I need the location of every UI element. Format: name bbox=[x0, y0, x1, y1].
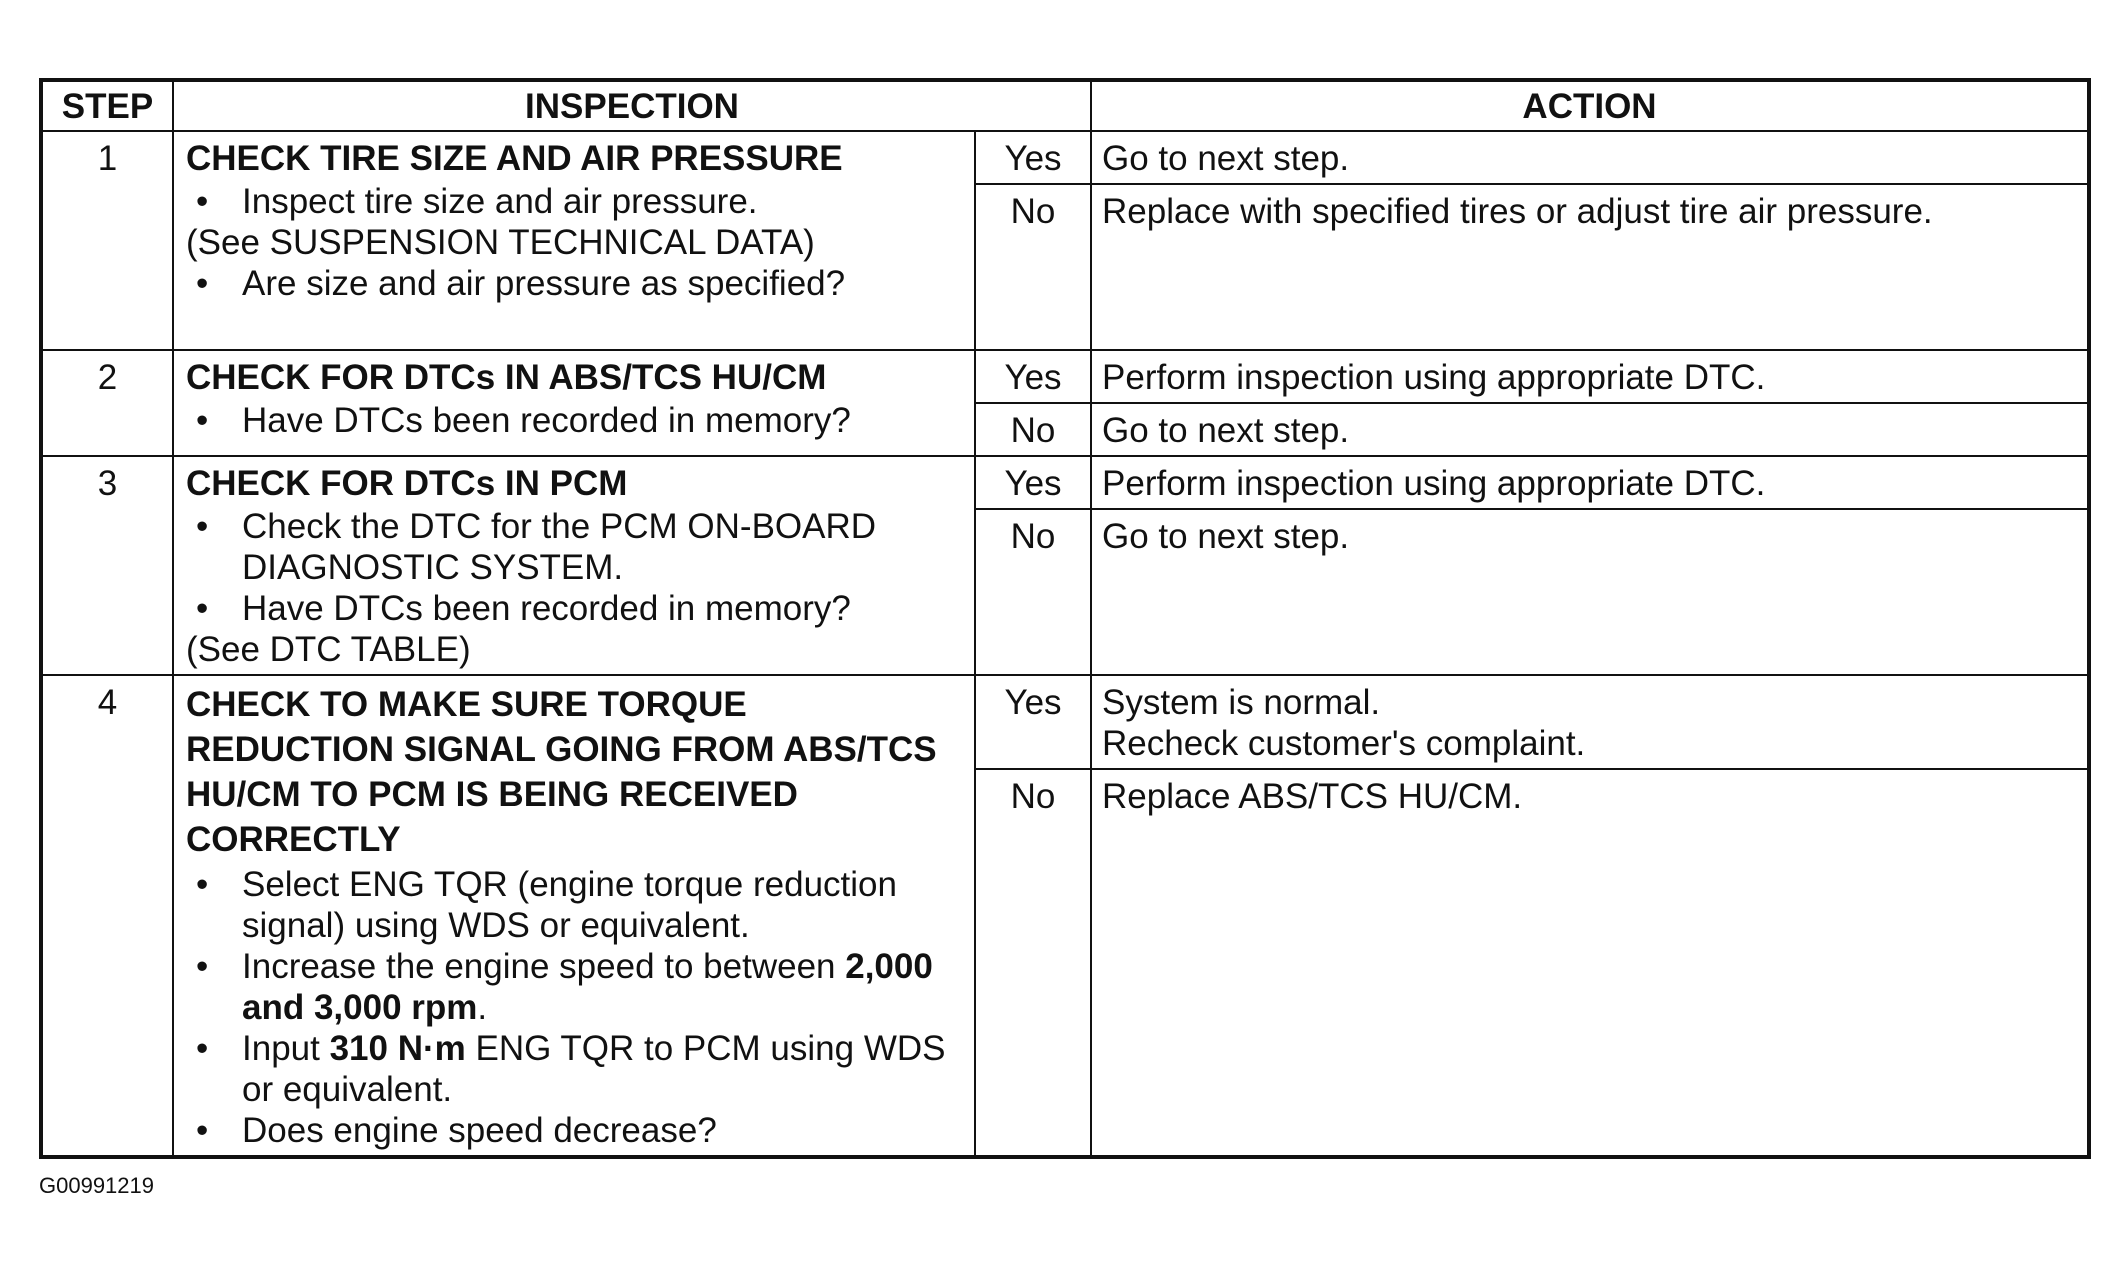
step-1-no-label: No bbox=[975, 184, 1091, 350]
diagnostic-table-sheet bbox=[39, 78, 2091, 1150]
step-4-bullet-2-end: . bbox=[477, 988, 488, 1027]
step-4-yes-label: Yes bbox=[975, 675, 1091, 769]
header-inspection: INSPECTION bbox=[173, 80, 1091, 131]
step-1-inspection bbox=[173, 131, 975, 350]
step-3-yes-row bbox=[41, 456, 2089, 509]
step-3-title: CHECK FOR DTCs IN PCM bbox=[186, 464, 628, 503]
step-4-yes-action bbox=[1091, 675, 2089, 769]
step-1-bullet-1: • Inspect tire size and air pressure. bbox=[186, 181, 964, 222]
step-1-bullets-2 bbox=[186, 263, 964, 304]
step-1-bullets bbox=[186, 181, 964, 222]
step-3-bullet-1: • Check the DTC for the PCM ON-BOARD DIAGNOSTIC SYSTEM. bbox=[186, 506, 964, 588]
step-4-yes-action-line-2: Recheck customer's complaint. bbox=[1102, 724, 1586, 763]
step-3-no-action: Go to next step. bbox=[1091, 509, 2089, 675]
step-1-no-action: Replace with specified tires or adjust tire air pressure. bbox=[1091, 184, 2089, 350]
step-4-number: 4 bbox=[41, 675, 173, 1157]
step-2-bullets bbox=[186, 400, 964, 441]
step-3-bullet-2: • Have DTCs been recorded in memory? bbox=[186, 588, 964, 629]
step-3-yes-action: Perform inspection using appropriate DTC. bbox=[1091, 456, 2089, 509]
step-4-bullet-3 bbox=[186, 1028, 964, 1110]
step-4-yes-row bbox=[41, 675, 2089, 769]
step-4-no-action: Replace ABS/TCS HU/CM. bbox=[1091, 769, 2089, 1157]
step-1-yes-row bbox=[41, 131, 2089, 184]
step-4-bullet-2-text: Increase the engine speed to between bbox=[242, 947, 846, 986]
step-3-bullets bbox=[186, 506, 964, 629]
step-2-inspection bbox=[173, 350, 975, 456]
step-1-yes-label: Yes bbox=[975, 131, 1091, 184]
step-2-yes-label: Yes bbox=[975, 350, 1091, 403]
header-action: ACTION bbox=[1091, 80, 2089, 131]
step-4-bullet-4: • Does engine speed decrease? bbox=[186, 1110, 964, 1151]
step-4-inspection bbox=[173, 675, 975, 1157]
step-1-bullet-2: • Are size and air pressure as specified? bbox=[186, 263, 964, 304]
step-4-bullets bbox=[186, 864, 964, 1151]
step-3-inspection bbox=[173, 456, 975, 675]
step-3-reference: (See DTC TABLE) bbox=[186, 630, 471, 669]
step-3-yes-label: Yes bbox=[975, 456, 1091, 509]
figure-id: G00991219 bbox=[39, 1173, 154, 1198]
header-row bbox=[41, 80, 2089, 131]
step-4-bullet-2-rpm: 2,000 and 3,000 rpm bbox=[242, 947, 933, 1027]
step-2-yes-action: Perform inspection using appropriate DTC. bbox=[1091, 350, 2089, 403]
step-4-bullet-1: • Select ENG TQR (engine torque reduction signal) using WDS or equivalent. bbox=[186, 864, 964, 946]
step-2-yes-row bbox=[41, 350, 2089, 403]
step-3-no-label: No bbox=[975, 509, 1091, 675]
step-1-number: 1 bbox=[41, 131, 173, 350]
step-3-number: 3 bbox=[41, 456, 173, 675]
step-2-bullet-1: • Have DTCs been recorded in memory? bbox=[186, 400, 964, 441]
diagnostic-procedure-table bbox=[39, 78, 2091, 1159]
header-step: STEP bbox=[41, 80, 173, 131]
step-4-bullet-2 bbox=[186, 946, 964, 1028]
step-4-title: CHECK TO MAKE SURE TORQUE REDUCTION SIGNAL GOING FROM ABS/TCS HU/CM TO PCM IS BEING RECEIVED CORRECTLY bbox=[186, 685, 937, 859]
step-1-yes-action: Go to next step. bbox=[1091, 131, 2089, 184]
step-1-reference: (See SUSPENSION TECHNICAL DATA) bbox=[186, 223, 815, 262]
step-2-no-action: Go to next step. bbox=[1091, 403, 2089, 456]
step-2-number: 2 bbox=[41, 350, 173, 456]
step-4-bullet-3-text: Input bbox=[242, 1029, 330, 1068]
step-2-no-label: No bbox=[975, 403, 1091, 456]
step-4-bullet-3-torque: 310 N·m bbox=[329, 1029, 466, 1068]
step-4-no-label: No bbox=[975, 769, 1091, 1157]
step-1-title: CHECK TIRE SIZE AND AIR PRESSURE bbox=[186, 139, 843, 178]
step-4-bullet-3-end: ENG TQR to PCM using WDS or equivalent. bbox=[242, 1029, 946, 1109]
step-2-title: CHECK FOR DTCs IN ABS/TCS HU/CM bbox=[186, 358, 827, 397]
step-4-yes-action-line-1: System is normal. bbox=[1102, 683, 1381, 722]
